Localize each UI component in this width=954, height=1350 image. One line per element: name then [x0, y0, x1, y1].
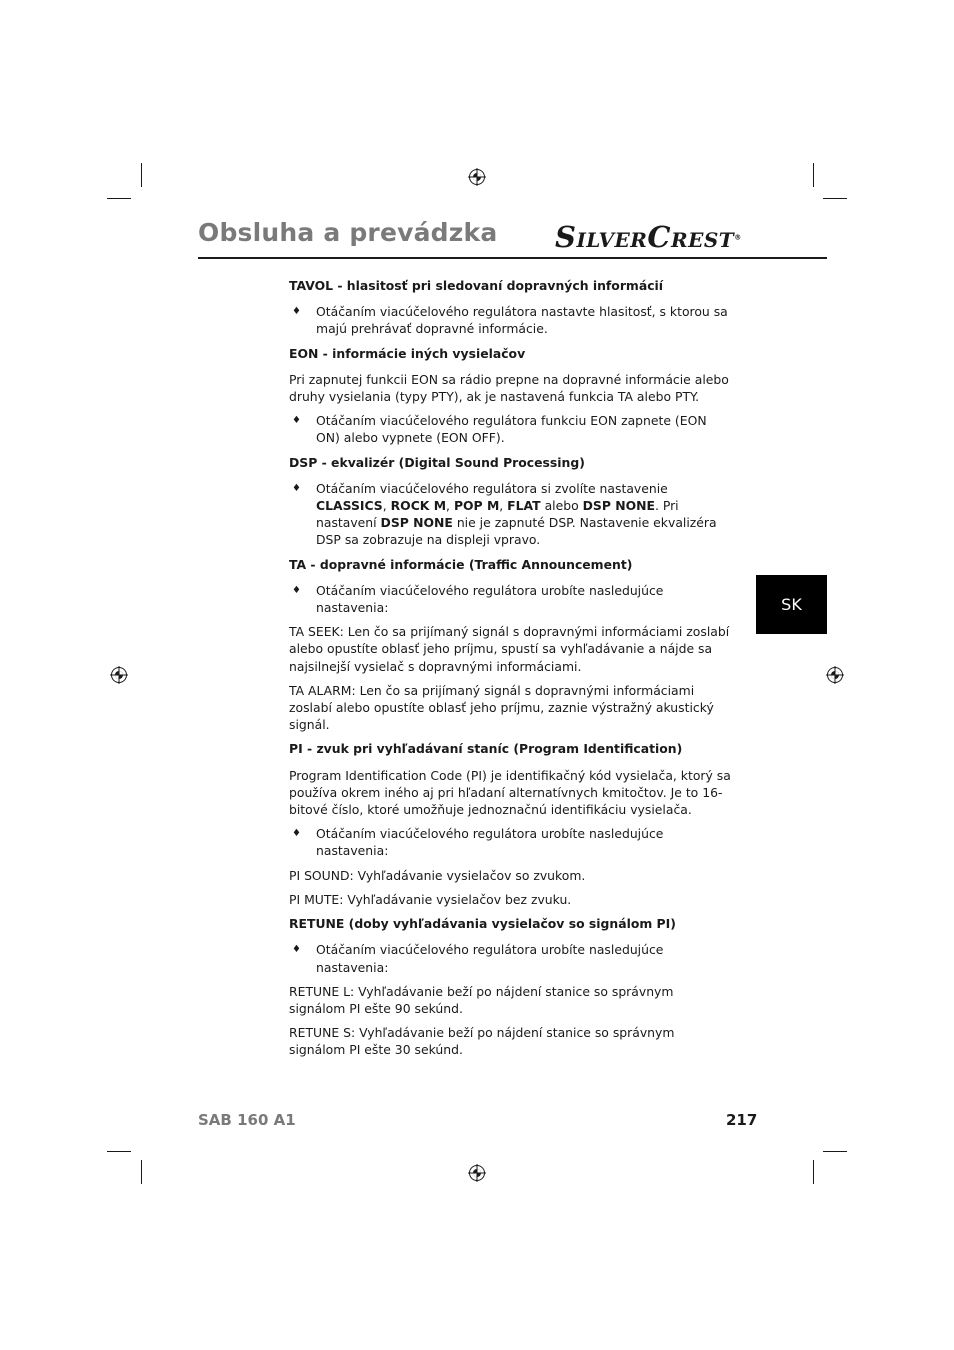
bullet-text	[316, 303, 731, 337]
crop-mark	[823, 198, 847, 199]
diamond-bullet-icon: ♦	[292, 415, 301, 427]
section-heading: TA - dopravné informácie (Traffic Announcement)	[289, 556, 633, 572]
registration-mark-icon	[468, 168, 486, 186]
crop-mark	[823, 1151, 847, 1152]
model-number: SAB 160 A1	[198, 1111, 296, 1129]
bullet-item	[289, 941, 731, 975]
crop-mark	[813, 163, 814, 187]
bullet-item	[289, 480, 731, 549]
bullet-text	[316, 941, 731, 975]
text-run: Otáčaním viacúčelového regulátora urobíte nasledujúce nastavenia:	[316, 826, 664, 859]
text-run: ,	[446, 498, 454, 514]
bullet-text	[316, 825, 731, 859]
page-number: 217	[726, 1111, 758, 1129]
main-content	[289, 277, 731, 1066]
text-run: . Pri nastavení	[316, 498, 679, 531]
text-run: PI SOUND: Vyhľadávanie vysielačov so zvukom.	[289, 867, 586, 883]
crop-mark	[813, 1160, 814, 1184]
text-run: Pri zapnutej funkcii EON sa rádio prepne na dopravné informácie alebo druhy vysielania (typy PTY), ak je nastavená funkcia TA alebo PTY.	[289, 371, 729, 405]
bold-term: ROCK M	[390, 498, 447, 514]
diamond-bullet-icon: ♦	[292, 584, 301, 596]
bold-term: DSP NONE	[582, 498, 655, 514]
paragraph	[289, 1024, 731, 1058]
bullet-item	[289, 303, 731, 337]
bold-term: POP M	[453, 498, 500, 514]
brand-logo: SILVERCREST®	[555, 220, 742, 254]
section-heading: PI - zvuk pri vyhľadávaní staníc (Program Identification)	[289, 741, 683, 757]
text-run: TA SEEK: Len čo sa prijímaný signál s dopravnými informáciami zoslabí alebo opustíte oblasť jeho príjmu, spustí sa vyhľadávanie a nájde sa najsilnejší vysielač s dopravnými informáciami.	[289, 624, 730, 674]
page-title: Obsluha a prevádzka	[198, 218, 498, 247]
bold-term: FLAT	[507, 498, 541, 514]
section-heading: EON - informácie iných vysielačov	[289, 345, 526, 361]
header-rule	[198, 257, 827, 259]
paragraph	[289, 891, 731, 908]
paragraph	[289, 371, 731, 405]
registration-mark-icon	[468, 1164, 486, 1182]
text-run: ,	[499, 498, 508, 514]
diamond-bullet-icon: ♦	[292, 828, 301, 840]
text-run: ,	[382, 498, 391, 514]
bullet-text	[316, 582, 731, 616]
crop-mark	[107, 1151, 131, 1152]
text-run: nie je zapnuté DSP. Nastavenie ekvalizéra DSP sa zobrazuje na displeji vpravo.	[316, 515, 717, 548]
text-run: Otáčaním viacúčelového regulátora funkciu EON zapnete (EON ON) alebo vypnete (EON OFF).	[316, 413, 707, 446]
diamond-bullet-icon: ♦	[292, 944, 301, 956]
bullet-item	[289, 825, 731, 859]
paragraph	[289, 623, 731, 675]
paragraph	[289, 767, 731, 819]
text-run: Otáčaním viacúčelového regulátora urobíte nasledujúce nastavenia:	[316, 582, 664, 616]
text-run: alebo	[540, 498, 583, 514]
language-tab-label: SK	[781, 595, 802, 614]
section-heading: DSP - ekvalizér (Digital Sound Processing)	[289, 454, 585, 470]
text-run: Program Identification Code (PI) je identifikačný kód vysielača, ktorý sa používa okrem iného aj pri hľadaní alternatívnych kmitočtov. Je to 16-bitové číslo, ktoré umožňuje jednoznačnú identifikáciu vysielača.	[289, 767, 731, 818]
registration-mark-icon	[826, 666, 844, 684]
text-run: Otáčaním viacúčelového regulátora nastavte hlasitosť, s ktorou sa majú prehrávať dopravné informácie.	[316, 304, 728, 337]
text-run: Otáčaním viacúčelového regulátora si zvolíte nastavenie	[316, 480, 668, 496]
bullet-text	[316, 412, 731, 446]
text-run: PI MUTE: Vyhľadávanie vysielačov bez zvuku.	[289, 891, 572, 907]
language-tab	[756, 575, 827, 634]
diamond-bullet-icon: ♦	[292, 306, 301, 318]
section-heading: TAVOL - hlasitosť pri sledovaní dopravných informácií	[289, 278, 664, 293]
bullet-item	[289, 582, 731, 616]
diamond-bullet-icon: ♦	[292, 482, 301, 494]
text-run: Otáčaním viacúčelového regulátora urobíte nasledujúce nastavenia:	[316, 942, 664, 975]
bullet-text	[316, 480, 731, 549]
crop-mark	[141, 163, 142, 187]
bold-term: DSP NONE	[380, 515, 453, 531]
bold-term: CLASSICS	[316, 498, 383, 514]
registration-mark-icon	[110, 666, 128, 684]
crop-mark	[107, 198, 131, 199]
paragraph	[289, 983, 731, 1017]
section-heading: RETUNE (doby vyhľadávania vysielačov so signálom PI)	[289, 916, 676, 932]
paragraph	[289, 682, 731, 734]
text-run: RETUNE L: Vyhľadávanie beží po nájdení stanice so správnym signálom PI ešte 90 sekúnd.	[289, 983, 674, 1016]
bullet-item	[289, 412, 731, 446]
paragraph	[289, 867, 731, 884]
text-run: TA ALARM: Len čo sa prijímaný signál s dopravnými informáciami zoslabí alebo opustíte oblasť jeho príjmu, zaznie výstražný akustický signál.	[289, 682, 714, 733]
crop-mark	[141, 1160, 142, 1184]
text-run: RETUNE S: Vyhľadávanie beží po nájdení stanice so správnym signálom PI ešte 30 sekúnd.	[289, 1025, 675, 1058]
